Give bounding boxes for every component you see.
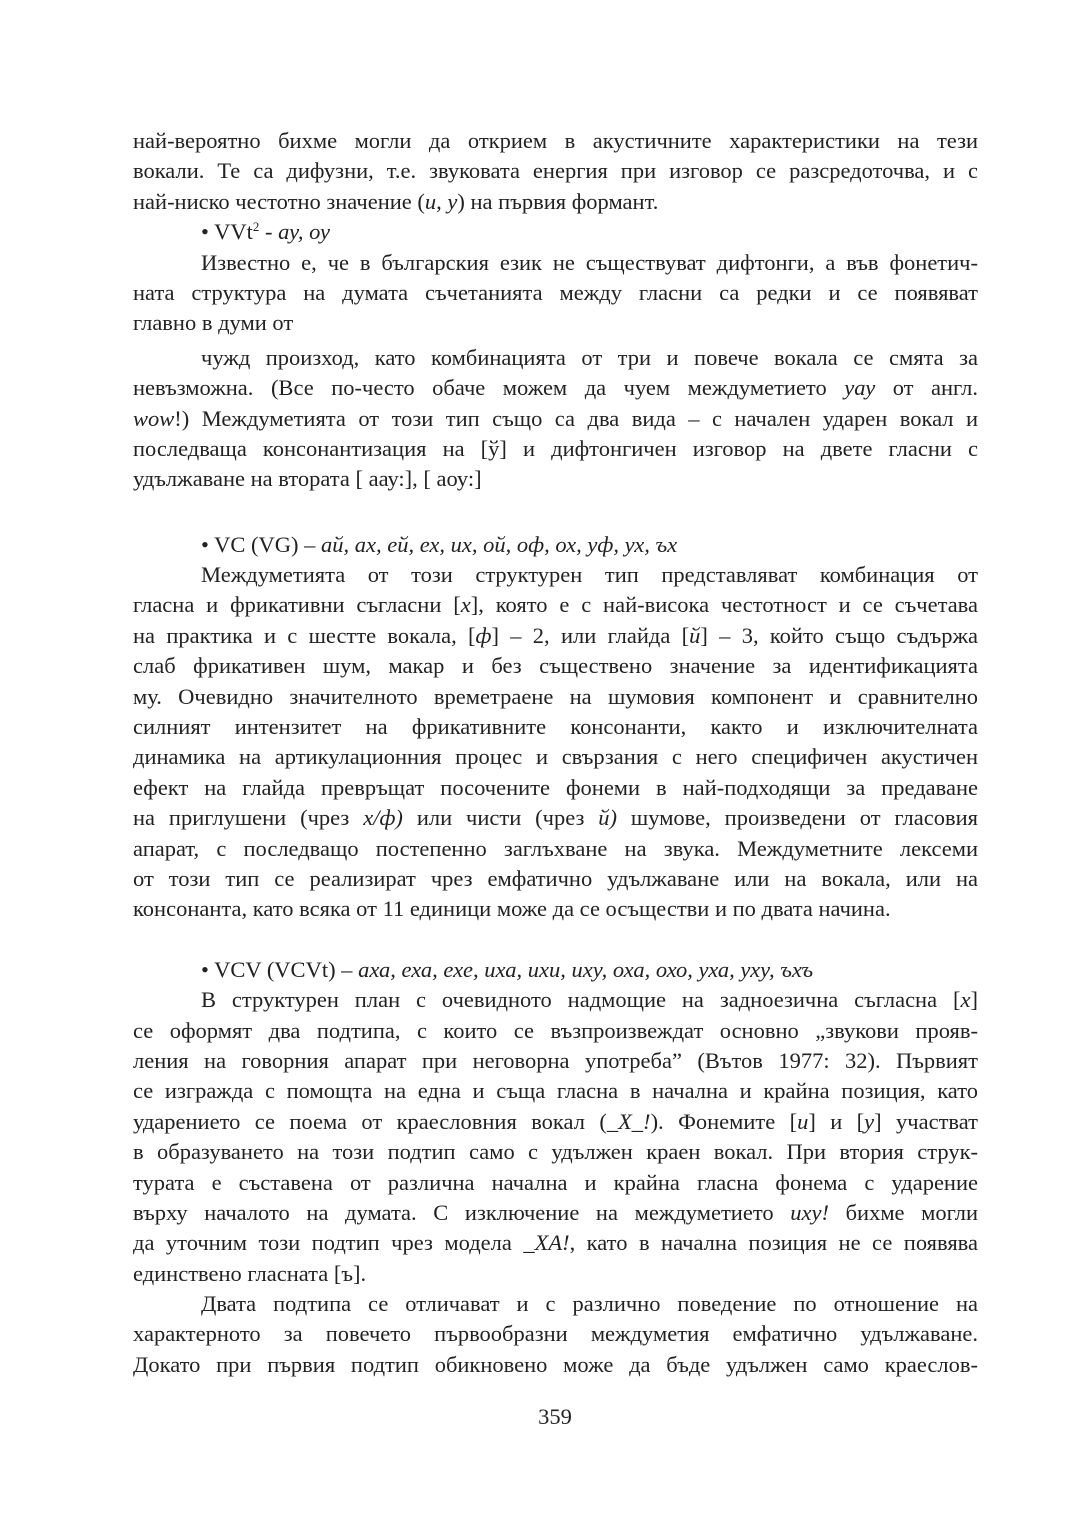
text-line [133,985,978,1015]
text-segment: !) Междуметията от този тип също са два вида – с начален ударен вокал и [174,405,978,431]
text-segment: последваща консонантизация на [ў] и дифтонгичен изговор на двете гласни с [133,435,978,461]
italic-text: ай, ах, ей, ех, их, ой, оф, ох, уф, ух, ъх [320,531,678,557]
text-line [133,434,978,464]
text-segment: ления на говорния апарат при неговорна употреба” (Вътов 1977: 32). Първият [133,1047,978,1073]
text-segment: единствено гласната [ъ]. [133,1260,367,1286]
text-segment: консонанта, като всяка от 11 единици може да се осъществи и по двата начина. [133,896,891,922]
text-line [133,864,978,894]
paragraph-block [133,955,978,1380]
text-segment: ], която е с най-висока честотност и се съчетава [470,592,978,618]
text-segment: от този тип се реализират чрез емфатично удължаване или на вокала, или на [133,865,978,891]
text-line [133,1350,978,1380]
italic-text: аха, еха, ехе, иха, ихи, иху, оха, охо, уха, уху, ъхъ [358,956,813,982]
text-segment: Двата подтипа се отличават и с различно поведение по отношение на [201,1291,978,1317]
text-line [133,156,978,186]
text-segment: • VCV (VCVt) – [201,956,359,982]
text-line [133,1046,978,1076]
italic-text: и, у [424,188,458,214]
text-segment: ). Фонемите [ [650,1108,798,1134]
text-segment: да уточним този подтип чрез модела [133,1230,524,1256]
text-line [133,894,978,924]
text-segment: • VVt [201,219,253,245]
text-line [133,742,978,772]
text-line [133,1319,978,1349]
text-segment: ] участват [874,1108,978,1134]
italic-text: х/ф) [363,805,403,831]
paragraph-block [133,343,978,495]
text-segment: ] – 3, който също съдържа [700,622,979,648]
text-line [133,621,978,651]
italic-text: уау [844,375,876,401]
page-body-text [133,126,978,1380]
italic-text: у [864,1108,875,1134]
text-segment: най-ниско честотно значение ( [133,188,425,214]
text-line [133,126,978,156]
text-line [133,1228,978,1258]
text-segment: шумове, произведени от гласовия [617,805,978,831]
text-line [133,1016,978,1046]
text-segment: ната структура на думата съчетанията между гласни са редки и се появяват [133,279,978,305]
text-line [133,651,978,681]
text-line [133,834,978,864]
text-segment: чужд произход, като комбинацията от три и повече вокала се смята за [201,344,978,370]
text-segment: ударението се поема от краесловния вокал ( [133,1108,607,1134]
text-segment: му. Очевидно значителното времетраене на шумовия компонент и сравнително [133,683,978,709]
text-segment: динамика на артикулационния процес и свързания с него специфичен акустичен [133,744,978,770]
text-segment: ] [970,987,978,1013]
text-segment: Известно е, че в българския език не съществуват дифтонги, а във фонетич- [201,249,978,275]
text-line [133,1137,978,1167]
text-line [133,404,978,434]
paragraph-block [133,126,978,339]
page-number: 359 [538,1404,572,1429]
italic-text: и [797,1108,809,1134]
text-segment: върху началото на думата. С изключение на междуметието [133,1199,791,1225]
text-line [133,343,978,373]
italic-text: й) [598,805,618,831]
text-segment: удължаване на втората [ аау:], [ аоу:] [133,466,482,492]
italic-text: иху! [790,1199,829,1225]
text-segment: се изгражда с помощта на една и съща гласна в начална и крайна позиция, като [133,1078,978,1104]
text-line [133,590,978,620]
text-segment: главно в думи от [133,310,294,336]
text-segment: силният интензитет на фрикативните консонанти, както и изключителната [133,714,978,740]
text-segment: бихме могли [828,1199,979,1225]
text-segment: гласна и фрикативни съгласни [ [133,592,461,618]
text-segment: Междуметията от този структурен тип представляват комбинация от [201,562,978,588]
italic-text: ф [475,622,492,648]
text-line [133,773,978,803]
italic-text: _ХА! [523,1230,570,1256]
italic-text: х [460,592,471,618]
paragraph-block [133,530,978,925]
text-segment: вокали. Те са дифузни, т.е. звуковата енергия при изговор се разсредоточва, и с [133,158,978,184]
text-line [133,373,978,403]
text-line [133,560,978,590]
text-line [133,1076,978,1106]
text-line [133,1259,978,1289]
italic-text: _Х_! [606,1108,651,1134]
italic-text: ау, оу [278,219,330,245]
italic-text: й [689,622,701,648]
text-segment: , като в начална позиция не се появява [569,1230,978,1256]
text-segment: слаб фрикативен шум, макар и без съществено значение за идентификацията [133,653,978,679]
text-line [133,187,978,217]
text-segment: на приглушени (чрез [133,805,364,831]
text-segment: Докато при първия подтип обикновено може да бъде удължен само краеслов- [133,1351,978,1377]
text-segment: невъзможна. (Все по-често обаче можем да чуем междуметието [133,375,845,401]
text-segment: В структурен план с очевидното надмощие на задноезична съгласна [ [201,987,961,1013]
text-line [133,955,978,985]
text-line [133,278,978,308]
text-line [133,682,978,712]
text-segment: ) на първия формант. [457,188,659,214]
text-line [133,1289,978,1319]
text-line [133,803,978,833]
text-line [133,712,978,742]
text-line [133,248,978,278]
text-line [133,1198,978,1228]
text-segment: на практика и с шестте вокала, [ [133,622,476,648]
superscript: 2 [252,219,260,235]
text-segment: - [259,219,279,245]
text-segment: от англ. [875,375,978,401]
italic-text: wow [133,405,175,431]
text-segment: апарат, с последващо постепенно заглъхване на звука. Междуметните лексеми [133,835,978,861]
text-segment: или чисти (чрез [402,805,599,831]
text-line [133,530,978,560]
text-segment: • VC (VG) – [201,531,321,557]
text-segment: се оформят два подтипа, с които се възпроизвеждат основно „звукови прояв- [133,1017,978,1043]
text-segment: турата е съставена от различна начална и крайна гласна фонема с ударение [133,1169,978,1195]
text-line [133,308,978,338]
text-line [133,1107,978,1137]
text-segment: ] – 2, или глайда [ [491,622,690,648]
text-line [133,464,978,494]
text-segment: ] и [ [808,1108,865,1134]
text-line [133,217,978,247]
italic-text: х [960,987,971,1013]
text-segment: най-вероятно бихме могли да открием в акустичните характеристики на тези [133,128,978,153]
text-segment: характерното за повечето първообразни междуметия емфатично удължаване. [133,1321,978,1347]
text-segment: ефект на глайда превръщат посочените фонеми в най-подходящи за предаване [133,774,978,800]
text-segment: в образуването на този подтип само с удължен краен вокал. При втория струк- [133,1139,978,1165]
text-line [133,1168,978,1198]
